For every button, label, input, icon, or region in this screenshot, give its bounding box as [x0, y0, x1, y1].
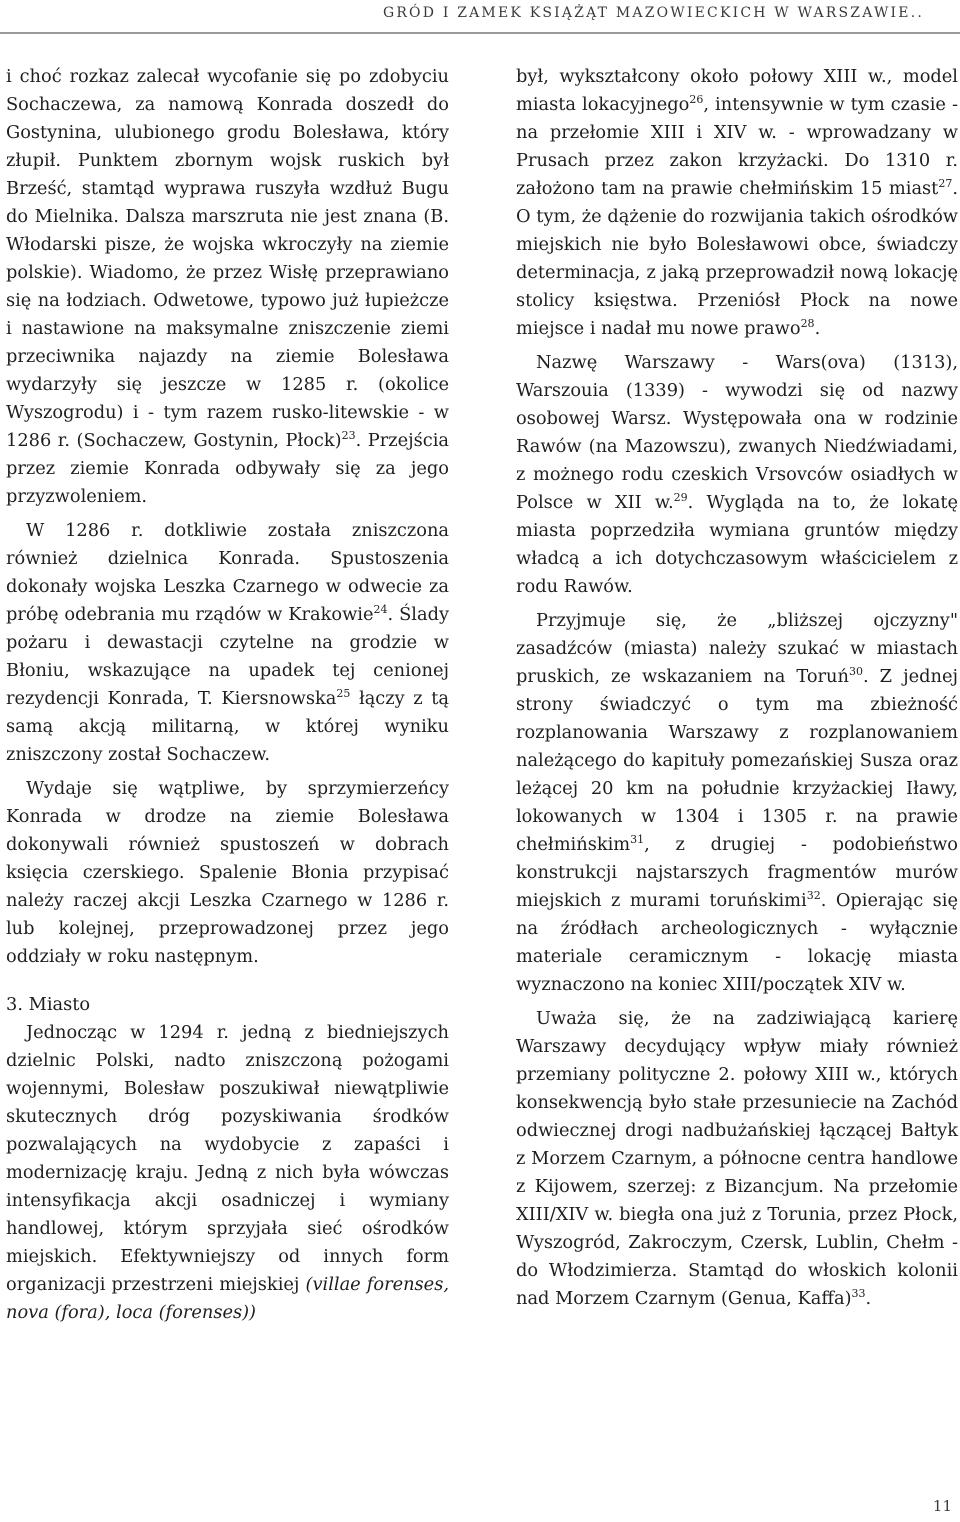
paragraph [6, 63, 449, 511]
paragraph-text: . [865, 1288, 872, 1309]
paragraph-text: był, wykształcony około połowy XIII w., model miasta lokacyjnego [516, 66, 958, 115]
footnote-ref[interactable]: 25 [336, 687, 351, 701]
paragraph-text: . Przejścia przez ziemie Konrada odbywały się za jego przyzwoleniem. [6, 430, 449, 507]
footnote-ref[interactable]: 26 [689, 93, 704, 107]
footnote-ref[interactable]: 33 [851, 1287, 866, 1301]
footnote-ref[interactable]: 24 [373, 603, 388, 617]
paragraph [516, 607, 958, 999]
paragraph-text: . [814, 318, 821, 339]
paragraph-text: i choć rozkaz zalecał wycofanie się po zdobyciu Sochaczewa, za namową Konrada doszedł do Gostynina, ulubionego grodu Bolesława, który złupił. Punktem zbornym wojsk ruskich był Brześć, stamtąd wyprawa ruszyła wzdłuż Bugu do Mielnika. Dalsza marszruta nie jest znana (B. Włodarski pisze, że wojska wkroczyły na ziemie polskie). Wiadomo, że przez Wisłę przeprawiano się na łodziach. Odwetowe, typowo już łupieżcze i nastawione na maksymalne zniszczenie ziemi przeciwnika najazdy na ziemie Bolesława wydarzyły się jeszcze w 1285 r. (okolice Wyszogrodu) i - tym razem rusko-litewskie - w 1286 r. (Sochaczew, Gostynin, Płock) [6, 66, 449, 451]
paragraph-text: Przyjmuje się, że „bliższej ojczyzny" zasadźców (miasta) należy szukać w miastach pruskich, ze wskazaniem na Toruń [516, 610, 958, 687]
footnote-ref[interactable]: 30 [848, 665, 863, 679]
paragraph-text: Nazwę Warszawy - Wars(ova) (1313), Warszouia (1339) - wywodzi się od nazwy osobowej Warsz. Występowała ona w rodzinie Rawów (na Mazowszu), zwanych Niedźwiadami, z możnego rodu czeskich Vrsovców osiadłych w Polsce w XII w. [516, 352, 958, 513]
left-column [6, 63, 449, 1327]
paragraph [516, 349, 958, 601]
footnote-ref[interactable]: 29 [673, 491, 688, 505]
paragraph-text: Wydaje się wątpliwe, by sprzymierzeńcy Konrada w drodze na ziemie Bolesława dokonywali również spustoszeń w dobrach księcia czerskiego. Spalenie Błonia przypisać należy raczej akcji Leszka Czarnego w 1286 r. lub kolejnej, przeprowadzonej przez jego oddziały w roku następnym. [6, 778, 449, 967]
footnote-ref[interactable]: 28 [800, 317, 815, 331]
footnote-ref[interactable]: 31 [630, 833, 645, 847]
paragraph-text: , intensywnie w tym czasie - na przełomie XIII i XIV w. - wprowadzany w Prusach przez zakon krzyżacki. Do 1310 r. założono tam na prawie chełmińskim 15 miast [516, 94, 958, 199]
paragraph-text: . Ślady pożaru i dewastacji czytelne na grodzie w Błoniu, wskazujące na upadek tej cenionej rezydencji Konrada, T. Kiersnowska [6, 604, 449, 709]
footnote-ref[interactable]: 27 [938, 177, 953, 191]
paragraph-text: . Opierając się na źródłach archeologicznych - wyłącznie materiale ceramicznym - lokację miasta wyznaczono na koniec XIII/początek XIV w. [516, 890, 958, 995]
paragraph [6, 517, 449, 769]
paragraph-text: . Wygląda na to, że lokatę miasta poprzedziła wymiana gruntów między władcą a ich dotychczasowym właścicielem z rodu Rawów. [516, 492, 958, 597]
paragraph-text: , z drugiej - podobieństwo konstrukcji najstarszych fragmentów murów miejskich z murami toruńskimi [516, 834, 958, 911]
section-heading: 3. Miasto [6, 994, 91, 1015]
paragraph [516, 1005, 958, 1313]
paragraph-text: Uważa się, że na zadziwiającą karierę Warszawy decydujący wpływ miały również przemiany polityczne 2. połowy XIII w., których konsekwencją było stałe przesuniecie na Zachód odwiecznej drogi nadbużańskiej łączącej Bałtyk z Morzem Czarnym, a północne centra handlowe z Kijowem, szerzej: z Bizancjum. Na przełomie XIII/XIV w. biegła ona już z Torunia, przez Płock, Wyszogród, Zakroczym, Czersk, Lublin, Chełm - do Włodzimierza. Stamtąd do włoskich kolonii nad Morzem Czarnym (Genua, Kaffa) [516, 1008, 958, 1309]
paragraph-text: . Z jednej strony świadczyć o tym ma zbieżność rozplanowania Warszawy z rozplanowaniem należącego do kapituły pomezańskiej Susza oraz leżącej 20 km na południe krzyżackiej Iławy, lokowanych w 1304 i 1305 r. na prawie chełmińskim [516, 666, 958, 855]
paragraph-text: łączy z tą samą akcją militarną, w której wyniku zniszczony został Sochaczew. [6, 688, 449, 765]
paragraph [516, 63, 958, 343]
paragraph-text: Jednocząc w 1294 r. jedną z biedniejszych dzielnic Polski, nadto zniszczoną pożogami wojennymi, Bolesław poszukiwał niewątpliwie skutecznych dróg pozyskiwania środków pozwalających na wydobycie z zapaści i modernizację kraju. Jedną z nich była wówczas intensyfikacja akcji osadniczej i wymiany handlowej, którym sprzyjała sieć ośrodków miejskich. Efektywniejszy od innych form organizacji przestrzeni miejskiej [6, 1022, 449, 1295]
header-rule [0, 32, 960, 34]
footnote-ref[interactable]: 23 [341, 429, 356, 443]
paragraph-text: W 1286 r. dotkliwie została zniszczona również dzielnica Konrada. Spustoszenia dokonały wojska Leszka Czarnego w odwecie za próbę odebrania mu rządów w Krakowie [6, 520, 449, 625]
page-number: 11 [932, 1497, 952, 1515]
footnote-ref[interactable]: 32 [806, 889, 821, 903]
paragraph [6, 1019, 449, 1327]
latin-terms: (villae forenses, nova (fora), loca (forenses)) [6, 1274, 449, 1323]
paragraph [6, 775, 449, 971]
right-column [516, 63, 958, 1313]
running-header: GRÓD I ZAMEK KSIĄŻĄT MAZOWIECKICH W WARSZAWIE.. [382, 5, 924, 21]
paragraph-text: . O tym, że dążenie do rozwijania takich ośrodków miejskich nie było Bolesławowi obce, świadczy determinacja, z jaką przeprowadził nową lokację stolicy księstwa. Przeniósł Płock na nowe miejsce i nadał mu nowe prawo [516, 178, 958, 339]
